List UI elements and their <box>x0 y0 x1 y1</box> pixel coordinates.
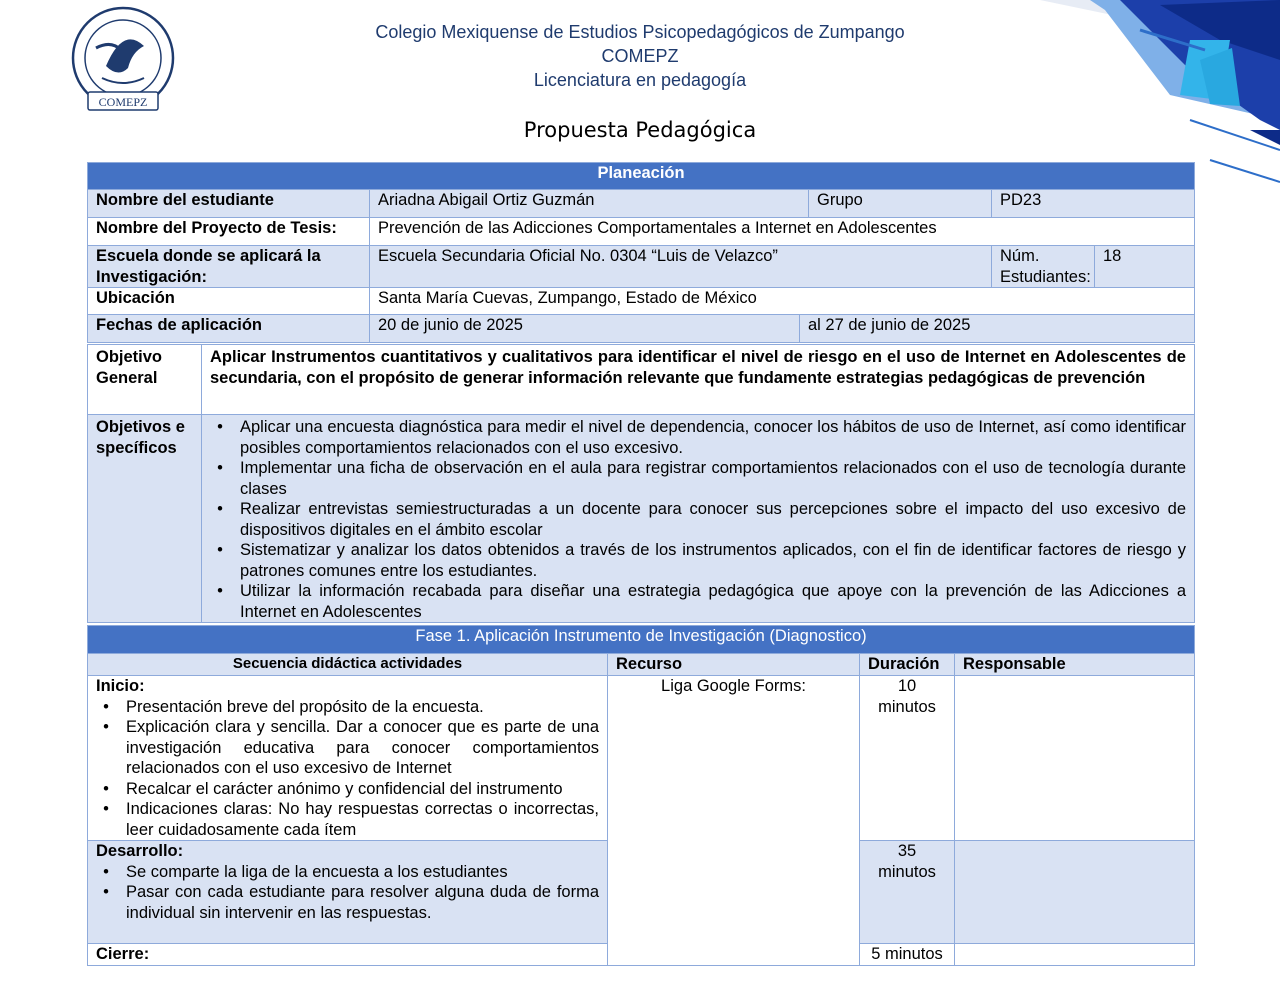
comepz-logo <box>66 6 180 120</box>
col-recurso: Recurso <box>608 654 860 676</box>
project-label: Nombre del Proyecto de Tesis: <box>88 218 370 246</box>
inicio-label: Inicio: <box>96 677 145 695</box>
cierre-label: Cierre: <box>88 944 608 966</box>
school-value: Escuela Secundaria Oficial No. 0304 “Luis de Velazco” <box>370 246 992 288</box>
desarrollo-responsable <box>955 841 1195 944</box>
list-item: • Pasar con cada estudiante para resolver alguna duda de forma individual sin intervenir en las respuestas. <box>126 882 599 923</box>
list-item: • Utilizar la información recabada para diseñar una estrategia pedagógica que apoye con la prevención de las Adicciones a Internet en Adolescentes <box>240 581 1186 622</box>
list-item: • Presentación breve del propósito de la encuesta. <box>126 697 599 718</box>
col-secuencia: Secuencia didáctica actividades <box>88 654 608 676</box>
list-item: • Recalcar el carácter anónimo y confidencial del instrumento <box>126 779 599 800</box>
col-responsable: Responsable <box>955 654 1195 676</box>
col-duracion: Duración <box>860 654 955 676</box>
list-item: • Indicaciones claras: No hay respuestas correctas o incorrectas, leer cuidadosamente cada ítem <box>126 799 599 840</box>
desarrollo-label: Desarrollo: <box>96 842 184 860</box>
document-title: Propuesta Pedagógica <box>523 118 757 142</box>
specific-objectives-label: Objetivos específicos <box>88 415 202 623</box>
date-start: 20 de junio de 2025 <box>370 315 800 343</box>
general-objective-label: Objetivo General <box>88 345 202 415</box>
inicio-cell <box>88 676 608 841</box>
school-label: Escuela donde se aplicará la Investigación: <box>88 246 370 288</box>
date-end: al 27 de junio de 2025 <box>800 315 1195 343</box>
inicio-duration: 10 minutos <box>860 676 955 841</box>
student-label: Nombre del estudiante <box>88 190 370 218</box>
institution-acronym: COMEPZ <box>601 46 679 66</box>
group-value: PD23 <box>992 190 1195 218</box>
list-item: • Explicación clara y sencilla. Dar a conocer que es parte de una investigación educativa para conocer comportamientos relacionados con el uso excesivo de Internet <box>126 717 599 779</box>
list-item: • Realizar entrevistas semiestructuradas a un docente para conocer sus percepciones sobre el impacto del uso excesivo de dispositivos digitales en el ámbito escolar <box>240 499 1186 540</box>
cierre-duration: 5 minutos <box>860 944 955 966</box>
list-item: • Implementar una ficha de observación en el aula para registrar comportamientos relacionados con el uso de tecnología durante clases <box>240 458 1186 499</box>
planeacion-table <box>87 162 1195 343</box>
cierre-responsable <box>955 944 1195 966</box>
desarrollo-duration: 35 minutos <box>860 841 955 944</box>
inicio-list <box>96 697 599 841</box>
objetivos-table <box>87 344 1195 623</box>
logo-text: COMEPZ <box>98 95 148 109</box>
specific-objectives-cell <box>202 415 1195 623</box>
recurso-value: Liga Google Forms: <box>608 676 860 966</box>
dates-label: Fechas de aplicación <box>88 315 370 343</box>
location-value: Santa María Cuevas, Zumpango, Estado de México <box>370 288 1195 315</box>
program-name: Licenciatura en pedagogía <box>533 70 747 90</box>
desarrollo-cell <box>88 841 608 944</box>
student-value: Ariadna Abigail Ortiz Guzmán <box>370 190 809 218</box>
fase1-table <box>87 625 1195 966</box>
group-label: Grupo <box>809 190 992 218</box>
num-students-label: Núm. Estudiantes: <box>992 246 1095 288</box>
specific-objectives-list <box>210 417 1186 622</box>
general-objective-text: Aplicar Instrumentos cuantitativos y cualitativos para identificar el nivel de riesgo en el uso de Internet en Adolescentes de secundaria, con el propósito de generar información relevante que fundamente estrategias pedagógicas de prevención <box>202 345 1195 415</box>
num-students-value: 18 <box>1095 246 1195 288</box>
fase1-title: Fase 1. Aplicación Instrumento de Investigación (Diagnostico) <box>88 626 1195 654</box>
inicio-responsable <box>955 676 1195 841</box>
desarrollo-list <box>96 862 599 924</box>
list-item: • Sistematizar y analizar los datos obtenidos a través de los instrumentos aplicados, con el fin de identificar factores de riesgo y patrones comunes entre los estudiantes. <box>240 540 1186 581</box>
list-item: • Aplicar una encuesta diagnóstica para medir el nivel de dependencia, conocer los hábitos de uso de Internet, así como identificar posibles comportamientos relacionados con el uso excesivo. <box>240 417 1186 458</box>
planeacion-title: Planeación <box>88 163 1195 190</box>
project-value: Prevención de las Adicciones Comportamentales a Internet en Adolescentes <box>370 218 1195 246</box>
institution-name: Colegio Mexiquense de Estudios Psicopedagógicos de Zumpango <box>375 22 905 42</box>
list-item: • Se comparte la liga de la encuesta a los estudiantes <box>126 862 599 883</box>
location-label: Ubicación <box>88 288 370 315</box>
